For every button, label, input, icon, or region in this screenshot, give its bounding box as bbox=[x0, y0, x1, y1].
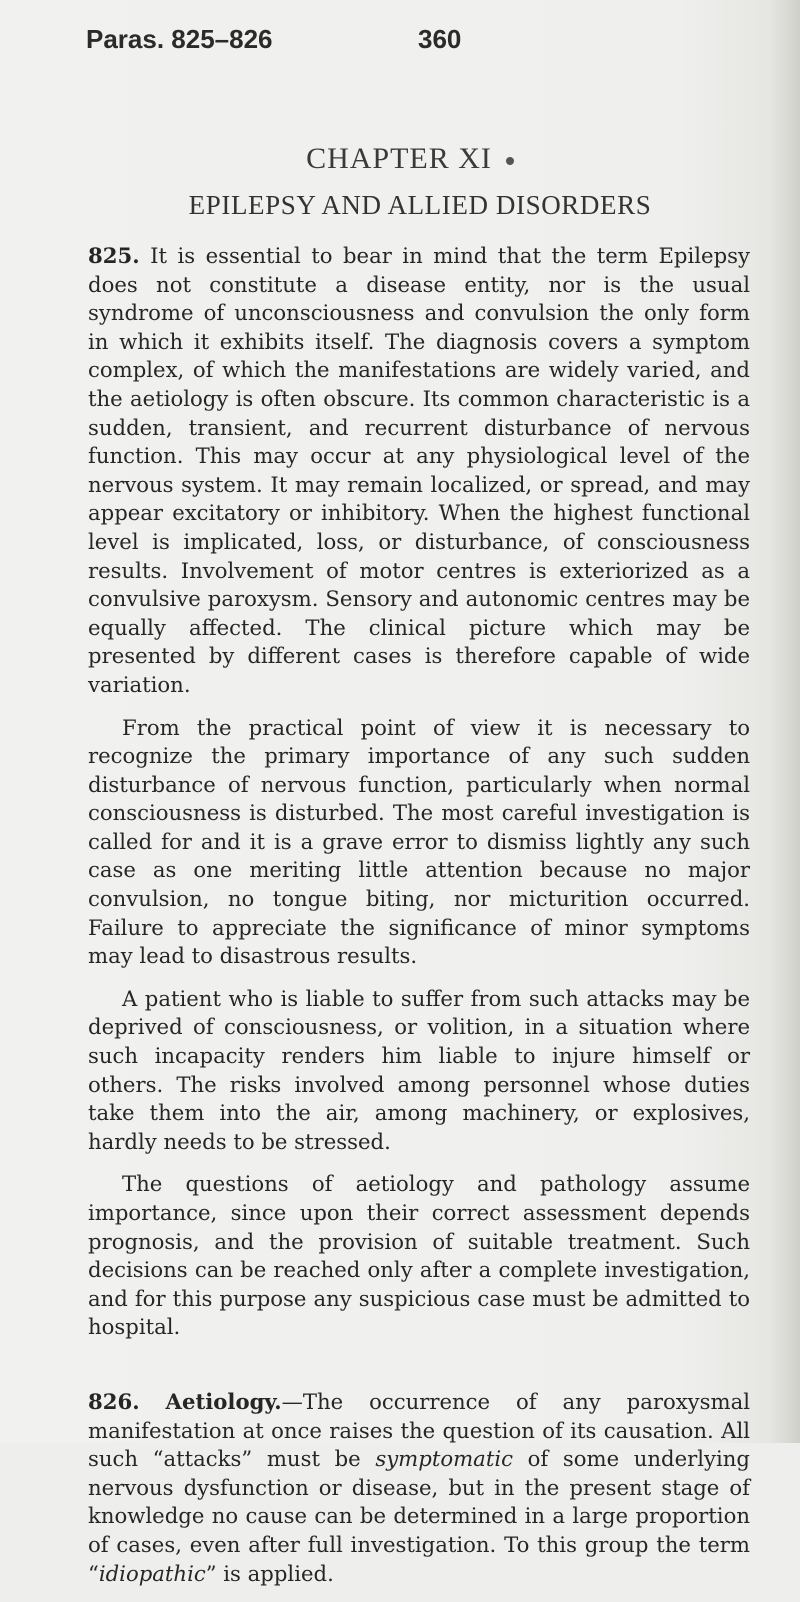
ink-dot-mark bbox=[506, 157, 514, 165]
italic-term-idiopathic: idiopathic bbox=[98, 1560, 206, 1586]
paragraph-practical-view: From the practical point of view it is necessary to recognize the primary importance of any such sudden disturbance of nervous function, particularly when normal consciousness is disturbed. The most careful investigation is called for and it is a grave error to dismiss lightly any such case as one meriting little attention because no major convulsion, no tongue biting, nor micturition occurred. Failure to appreciate the significance of minor symptoms may lead to disastrous results. bbox=[88, 714, 750, 969]
paragraph-826-text-c: ” is applied. bbox=[205, 1560, 334, 1586]
paragraph-number: 826. bbox=[88, 1388, 140, 1414]
page-number: 360 bbox=[418, 24, 462, 54]
paragraph-826-text-a: —The occurrence of any paroxysmal manifestation at once raises the question of its causation. All such “attacks” must be bbox=[88, 1388, 750, 1472]
paragraph-aetiology-pathology: The questions of aetiology and pathology assume importance, since upon their correct assessment depends prognosis, and the provision of suitable treatment. Such decisions can be reached only after a complete investigation, and for this purpose any suspicious case must be admitted to hospital. bbox=[88, 1171, 750, 1340]
running-head bbox=[86, 24, 706, 64]
paragraph-826 bbox=[88, 1388, 750, 1588]
page-edge-shadow bbox=[772, 0, 800, 1443]
paragraph-range: Paras. 825–826 bbox=[86, 24, 273, 54]
italic-term-symptomatic: symptomatic bbox=[375, 1446, 513, 1472]
paragraph-826-text-b: of some underlying nervous dysfunction or disease, but in the present stage of knowledge no cause can be determined in a large proportion of cases, even after full investigation. To this group the term “ bbox=[88, 1446, 750, 1586]
paragraph-patient-risk: A patient who is liable to suffer from such attacks may be deprived of consciousness, or volition, in a situation where such incapacity renders him liable to injure himself or others. The risks involved among personnel whose duties take them into the air, among machinery, or explosives, hardly needs to be stressed. bbox=[88, 985, 750, 1154]
section-heading: Aetiology. bbox=[165, 1388, 282, 1414]
paragraph-number: 825. bbox=[88, 243, 140, 268]
chapter-title: EPILEPSY AND ALLIED DISORDERS bbox=[188, 190, 652, 220]
chapter-label bbox=[0, 142, 800, 176]
chapter-label-text: CHAPTER XI bbox=[306, 142, 492, 175]
paragraph-825-text: It is essential to bear in mind that the term Epilepsy does not constitute a disease entity, nor is the usual syndrome of unconsciousness and convulsion the only form in which it exhibits itself. The diagnosis covers a symptom complex, of which the manifestations are widely varied, and the aetiology is often obscure. Its common characteristic is a sudden, transient, and recurrent disturbance of nervous function. This may occur at any physiological level of the nervous system. It may remain localized, or spread, and may appear excitatory or inhibitory. When the highest functional level is implicated, loss, or disturbance, of consciousness results. Involvement of motor centres is exteriorized as a convulsive paroxysm. Sensory and autonomic centres may be equally affected. The clinical picture which may be presented by different cases is therefore capable of wide variation. bbox=[88, 243, 750, 697]
paragraph-825 bbox=[88, 242, 750, 700]
body-text bbox=[88, 242, 750, 1602]
